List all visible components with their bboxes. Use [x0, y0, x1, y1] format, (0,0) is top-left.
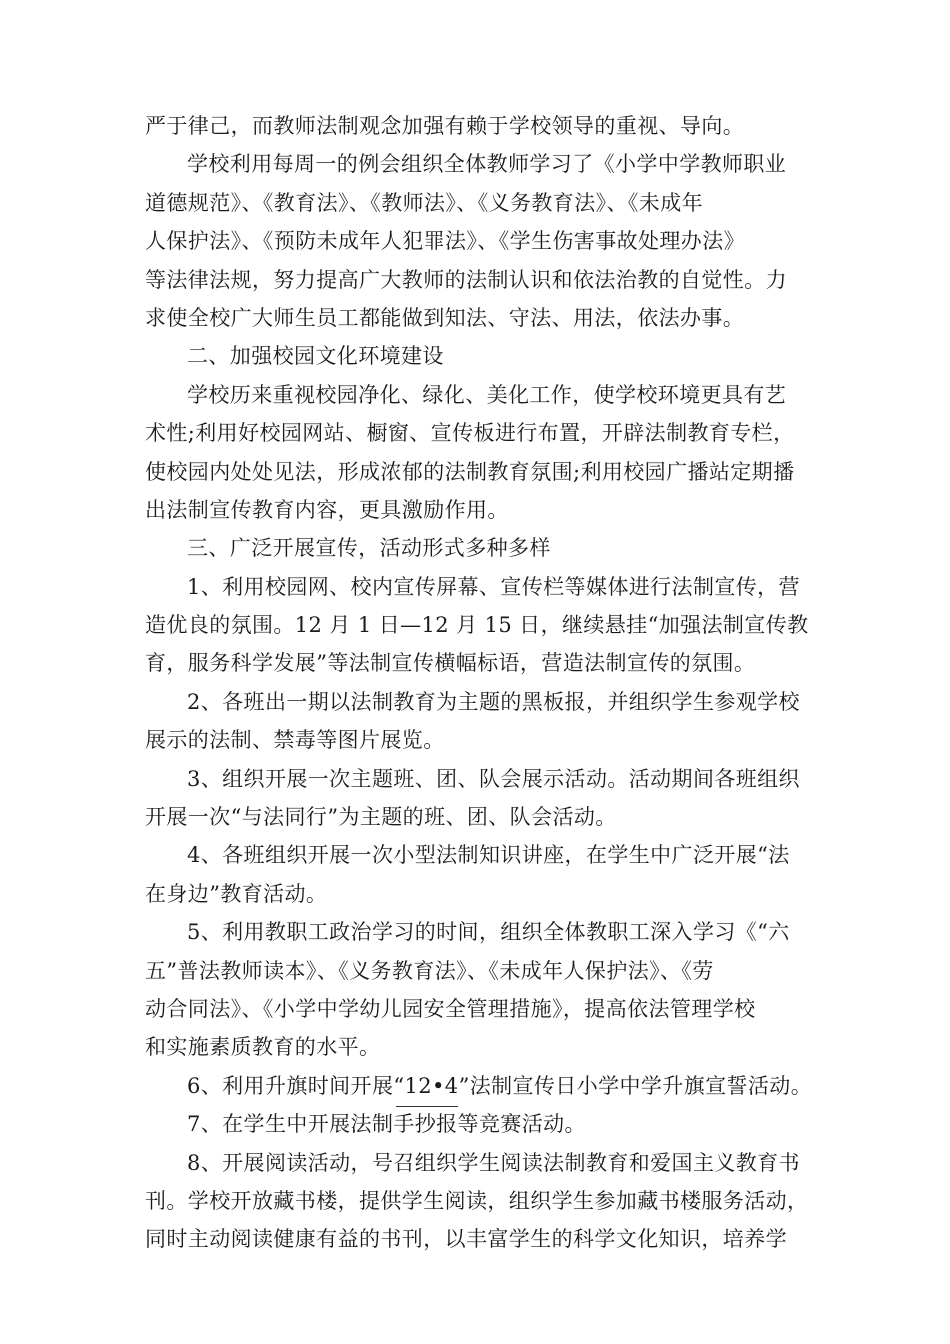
- paragraph-first-line: 学校利用每周一的例会组织全体教师学习了《小学中学教师职业: [187, 152, 787, 177]
- list-item-first-line: 4、各班组织开展一次小型法制知识讲座，在学生中广泛开展“法: [187, 843, 790, 868]
- text-line: 人保护法》、《预防未成年人犯罪法》、《学生伤害事故处理办法》: [145, 229, 745, 254]
- list-item-first-line: 8、开展阅读活动，号召组织学生阅读法制教育和爱国主义教育书: [187, 1150, 800, 1175]
- text-line: 开展一次“与法同行”为主题的班、团、队会活动。: [145, 805, 617, 830]
- text-line: 五”普法教师读本》、《义务教育法》、《未成年人保护法》、《劳: [145, 958, 714, 983]
- divider-line: [396, 1106, 458, 1107]
- list-item-first-line: 6、利用升旗时间开展“12•4”法制宣传日小学中学升旗宣誓活动。: [187, 1073, 813, 1098]
- list-item-first-line: 1、利用校园网、校内宣传屏幕、宣传栏等媒体进行法制宣传，营: [187, 574, 800, 599]
- text-line: 使校园内处处见法，形成浓郁的法制教育氛围;利用校园广播站定期播: [145, 459, 795, 484]
- text-line: 动合同法》、《小学中学幼儿园安全管理措施》，提高依法管理学校: [145, 996, 756, 1021]
- text-line: 严于律己，而教师法制观念加强有赖于学校领导的重视、导向。: [145, 114, 745, 138]
- text-line: 在身边”教育活动。: [145, 881, 328, 906]
- text-line: 出法制宣传教育内容，更具激励作用。: [145, 497, 509, 522]
- text-line: 道德规范》、《教育法》、《教师法》、《义务教育法》、《未成年: [145, 190, 703, 215]
- text-line: 等法律法规，努力提高广大教师的法制认识和依法治教的自觉性。力: [145, 267, 787, 292]
- list-item-first-line: 3、组织开展一次主题班、团、队会展示活动。活动期间各班组织: [187, 766, 800, 791]
- text-line: 术性;利用好校园网站、橱窗、宣传板进行布置，开辟法制教育专栏，: [145, 421, 795, 446]
- text-line: 造优良的氛围。12 月 1 日—12 月 15 日，继续悬挂“加强法制宣传教: [145, 613, 809, 638]
- text-line: 刊。学校开放藏书楼，提供学生阅读，组织学生参加藏书楼服务活动，: [145, 1188, 809, 1213]
- text-line: 同时主动阅读健康有益的书刊，以丰富学生的科学文化知识，培养学: [145, 1227, 787, 1252]
- paragraph-first-line: 学校历来重视校园净化、绿化、美化工作，使学校环境更具有艺: [187, 382, 787, 407]
- list-item-first-line: 2、各班出一期以法制教育为主题的黑板报，并组织学生参观学校: [187, 689, 800, 714]
- text-line: 育，服务科学发展”等法制宣传横幅标语，营造法制宣传的氛围。: [145, 651, 756, 676]
- list-item-first-line: 7、在学生中开展法制手抄报等竞赛活动。: [187, 1112, 586, 1137]
- list-item-first-line: 5、利用教职工政治学习的时间，组织全体教职工深入学习《“六: [187, 920, 790, 945]
- section-heading: 二、加强校园文化环境建设: [187, 344, 444, 369]
- document-body: [145, 107, 845, 1259]
- text-line: 展示的法制、禁毒等图片展览。: [145, 728, 445, 753]
- text-line: 和实施素质教育的水平。: [145, 1035, 381, 1060]
- section-heading: 三、广泛开展宣传，活动形式多种多样: [187, 536, 551, 561]
- text-line: 求使全校广大师生员工都能做到知法、守法、用法，依法办事。: [145, 305, 745, 330]
